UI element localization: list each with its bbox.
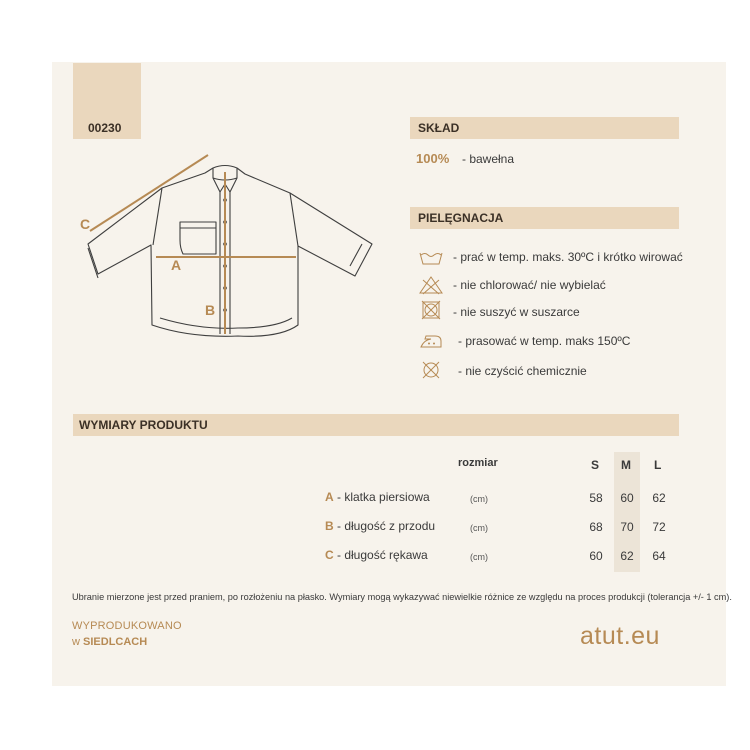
care-text-dryclean: - nie czyścić chemicznie xyxy=(458,364,587,378)
shirt-diagram xyxy=(70,150,390,350)
row-b-label xyxy=(325,519,435,533)
product-code: 00230 xyxy=(73,117,141,139)
made-in-line2 xyxy=(72,636,147,648)
made-in-prefix: w xyxy=(72,636,80,648)
size-m: M xyxy=(621,458,631,472)
row-a-unit: (cm) xyxy=(470,494,488,504)
no-dry-clean-icon xyxy=(418,360,444,380)
measurement-note: Ubranie mierzone jest przed praniem, po rozłożeniu na płasko. Wymiary mogą wykazywać niewielkie różnice ze względu na proces produkcji (tolerancja +/- 1 cm). xyxy=(72,592,732,602)
row-a-letter: A xyxy=(325,490,334,504)
row-c-unit: (cm) xyxy=(470,552,488,562)
dimensions-title: WYMIARY PRODUKTU xyxy=(73,414,679,436)
row-a-m: 60 xyxy=(620,491,634,505)
no-tumble-dry-icon xyxy=(418,300,444,320)
row-c-m: 62 xyxy=(620,549,634,563)
row-b-text: - długość z przodu xyxy=(337,519,436,533)
diagram-label-b: B xyxy=(205,302,216,318)
row-b-m: 70 xyxy=(620,520,634,534)
care-text-dry: - nie suszyć w suszarce xyxy=(453,305,580,319)
care-text-bleach: - nie chlorować/ nie wybielać xyxy=(453,278,606,292)
row-c-s: 60 xyxy=(589,549,603,563)
row-a-s: 58 xyxy=(589,491,603,505)
row-b-letter: B xyxy=(325,519,334,533)
care-title: PIELĘGNACJA xyxy=(410,207,679,229)
made-in-line1: WYPRODUKOWANO xyxy=(72,620,182,632)
made-in-city: SIEDLCACH xyxy=(83,636,148,648)
diagram-label-a: A xyxy=(171,257,182,273)
row-b-s: 68 xyxy=(589,520,603,534)
code-tab xyxy=(73,63,141,117)
composition-title: SKŁAD xyxy=(410,117,679,139)
row-b-unit: (cm) xyxy=(470,523,488,533)
no-bleach-icon xyxy=(418,275,444,295)
row-a-l: 62 xyxy=(652,491,666,505)
size-s: S xyxy=(591,458,600,472)
row-c-text: - długość rękawa xyxy=(337,548,428,562)
row-c-letter: C xyxy=(325,548,334,562)
row-a-text: - klatka piersiowa xyxy=(337,490,430,504)
row-c-l: 64 xyxy=(652,549,666,563)
size-header: rozmiar xyxy=(458,457,498,469)
row-c-label xyxy=(325,548,428,562)
row-a-label xyxy=(325,490,430,504)
care-text-iron: - prasować w temp. maks 150ºC xyxy=(458,334,631,348)
diagram-label-c: C xyxy=(80,216,91,232)
composition-percent: 100% xyxy=(416,151,450,166)
row-b-l: 72 xyxy=(652,520,666,534)
size-l: L xyxy=(654,458,662,472)
care-text-wash: - prać w temp. maks. 30ºC i krótko wirować xyxy=(453,250,683,264)
composition-material: - bawełna xyxy=(462,152,515,166)
brand-logo: atut.eu xyxy=(580,622,660,650)
iron-150-icon xyxy=(418,331,444,351)
wash-30-icon xyxy=(418,247,444,267)
